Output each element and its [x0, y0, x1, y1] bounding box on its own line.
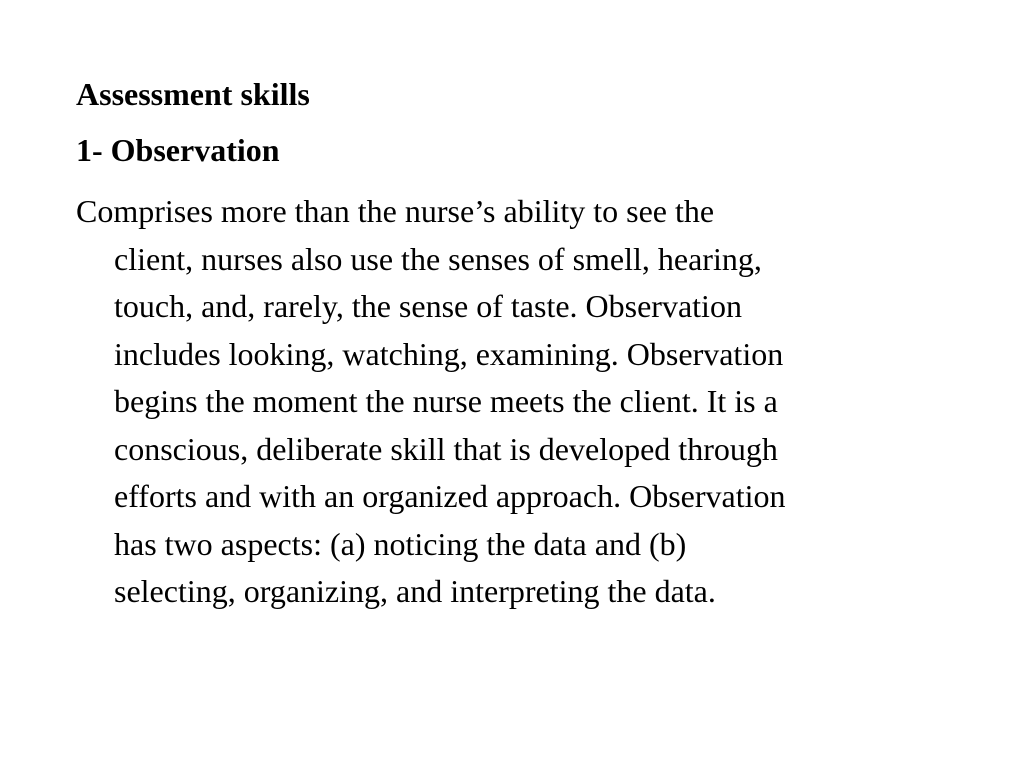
body-line-6: conscious, deliberate skill that is developed through	[114, 430, 778, 467]
body-line-5: begins the moment the nurse meets the client. It is a	[114, 383, 778, 419]
body-line-9: selecting, organizing, and interpreting the data.	[114, 573, 716, 609]
slide-content	[76, 74, 976, 616]
section-heading: 1- Observation	[76, 132, 280, 168]
body-paragraph	[76, 188, 976, 616]
body-line-7: efforts and with an organized approach. Observation	[114, 478, 786, 514]
body-line-8: has two aspects: (a) noticing the data and (b)	[114, 525, 687, 562]
body-line-4: includes looking, watching, examining. Observation	[114, 335, 784, 372]
body-line-1: Comprises more than the nurse’s ability to see the	[76, 193, 715, 229]
body-line-2: client, nurses also use the senses of smell, hearing,	[114, 240, 762, 277]
slide-title: Assessment skills	[76, 76, 310, 112]
body-line-3: touch, and, rarely, the sense of taste. Observation	[114, 288, 742, 324]
